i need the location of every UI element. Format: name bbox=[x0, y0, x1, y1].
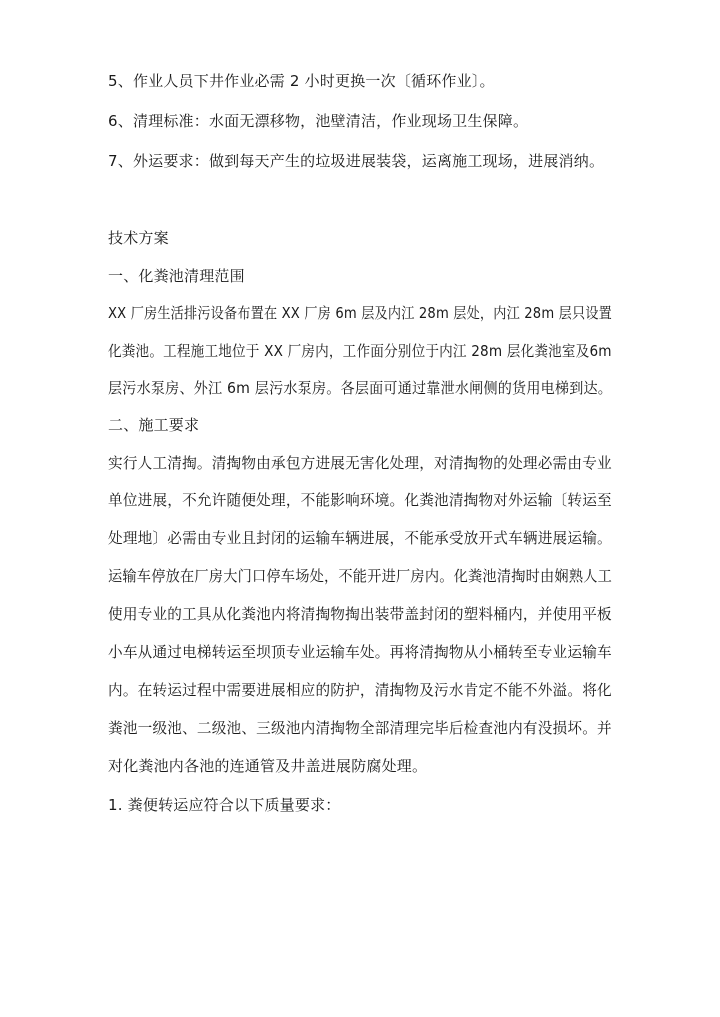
paragraph-line: 处理地〕必需由专业且封闭的运输车辆进展，不能承受放开式车辆进展运输。 bbox=[108, 529, 612, 547]
heading-requirements: 二、施工要求 bbox=[108, 416, 200, 434]
heading-scope: 一、化粪池清理范围 bbox=[108, 267, 245, 285]
paragraph-line: 内。在转运过程中需要进展相应的防护，清掏物及污水肯定不能不外溢。将化 bbox=[108, 681, 612, 699]
paragraph-line: 小车从通过电梯转运至坝顶专业运输车处。再将清掏物从小桶转至专业运输车 bbox=[108, 643, 612, 661]
paragraph-line: 使用专业的工具从化粪池内将清掏物掏出装带盖封闭的塑料桶内，并使用平板 bbox=[108, 605, 612, 623]
paragraph-line: XX 厂房生活排污设备布置在 XX 厂房 6m 层及内江 28m 层处，内江 28m 层只设置 bbox=[108, 304, 612, 322]
list-item-7: 7、外运要求：做到每天产生的垃圾进展装袋，运离施工现场，进展消纳。 bbox=[108, 152, 605, 170]
paragraph-line: 层污水泵房、外江 6m 层污水泵房。各层面可通过靠泄水闸侧的货用电梯到达。 bbox=[108, 379, 613, 397]
paragraph-line: 单位进展，不允许随便处理，不能影响环境。化粪池清掏物对外运输〔转运至 bbox=[108, 491, 612, 509]
section-title: 技术方案 bbox=[108, 229, 169, 247]
paragraph-line: 运输车停放在厂房大门口停车场处，不能开进厂房内。化粪池清掏时由娴熟人工 bbox=[108, 567, 613, 585]
list-item-5: 5、作业人员下井作业必需 2 小时更换一次〔循环作业〕。 bbox=[108, 72, 495, 90]
paragraph-line: 实行人工清掏。清掏物由承包方进展无害化处理，对清掏物的处理必需由专业 bbox=[108, 454, 612, 472]
paragraph-line: 粪池一级池、二级池、三级池内清掏物全部清理完毕后检查池内有没损坏。并 bbox=[108, 719, 612, 737]
numbered-item-1: 1. 粪便转运应符合以下质量要求： bbox=[108, 796, 341, 814]
list-item-6: 6、清理标准：水面无漂移物，池壁清洁，作业现场卫生保障。 bbox=[108, 112, 529, 130]
paragraph-line: 化粪池。工程施工地位于 XX 厂房内，工作面分别位于内江 28m 层化粪池室及6m bbox=[108, 342, 612, 360]
paragraph-line: 对化粪池内各池的连通管及井盖进展防腐处理。 bbox=[108, 757, 428, 775]
